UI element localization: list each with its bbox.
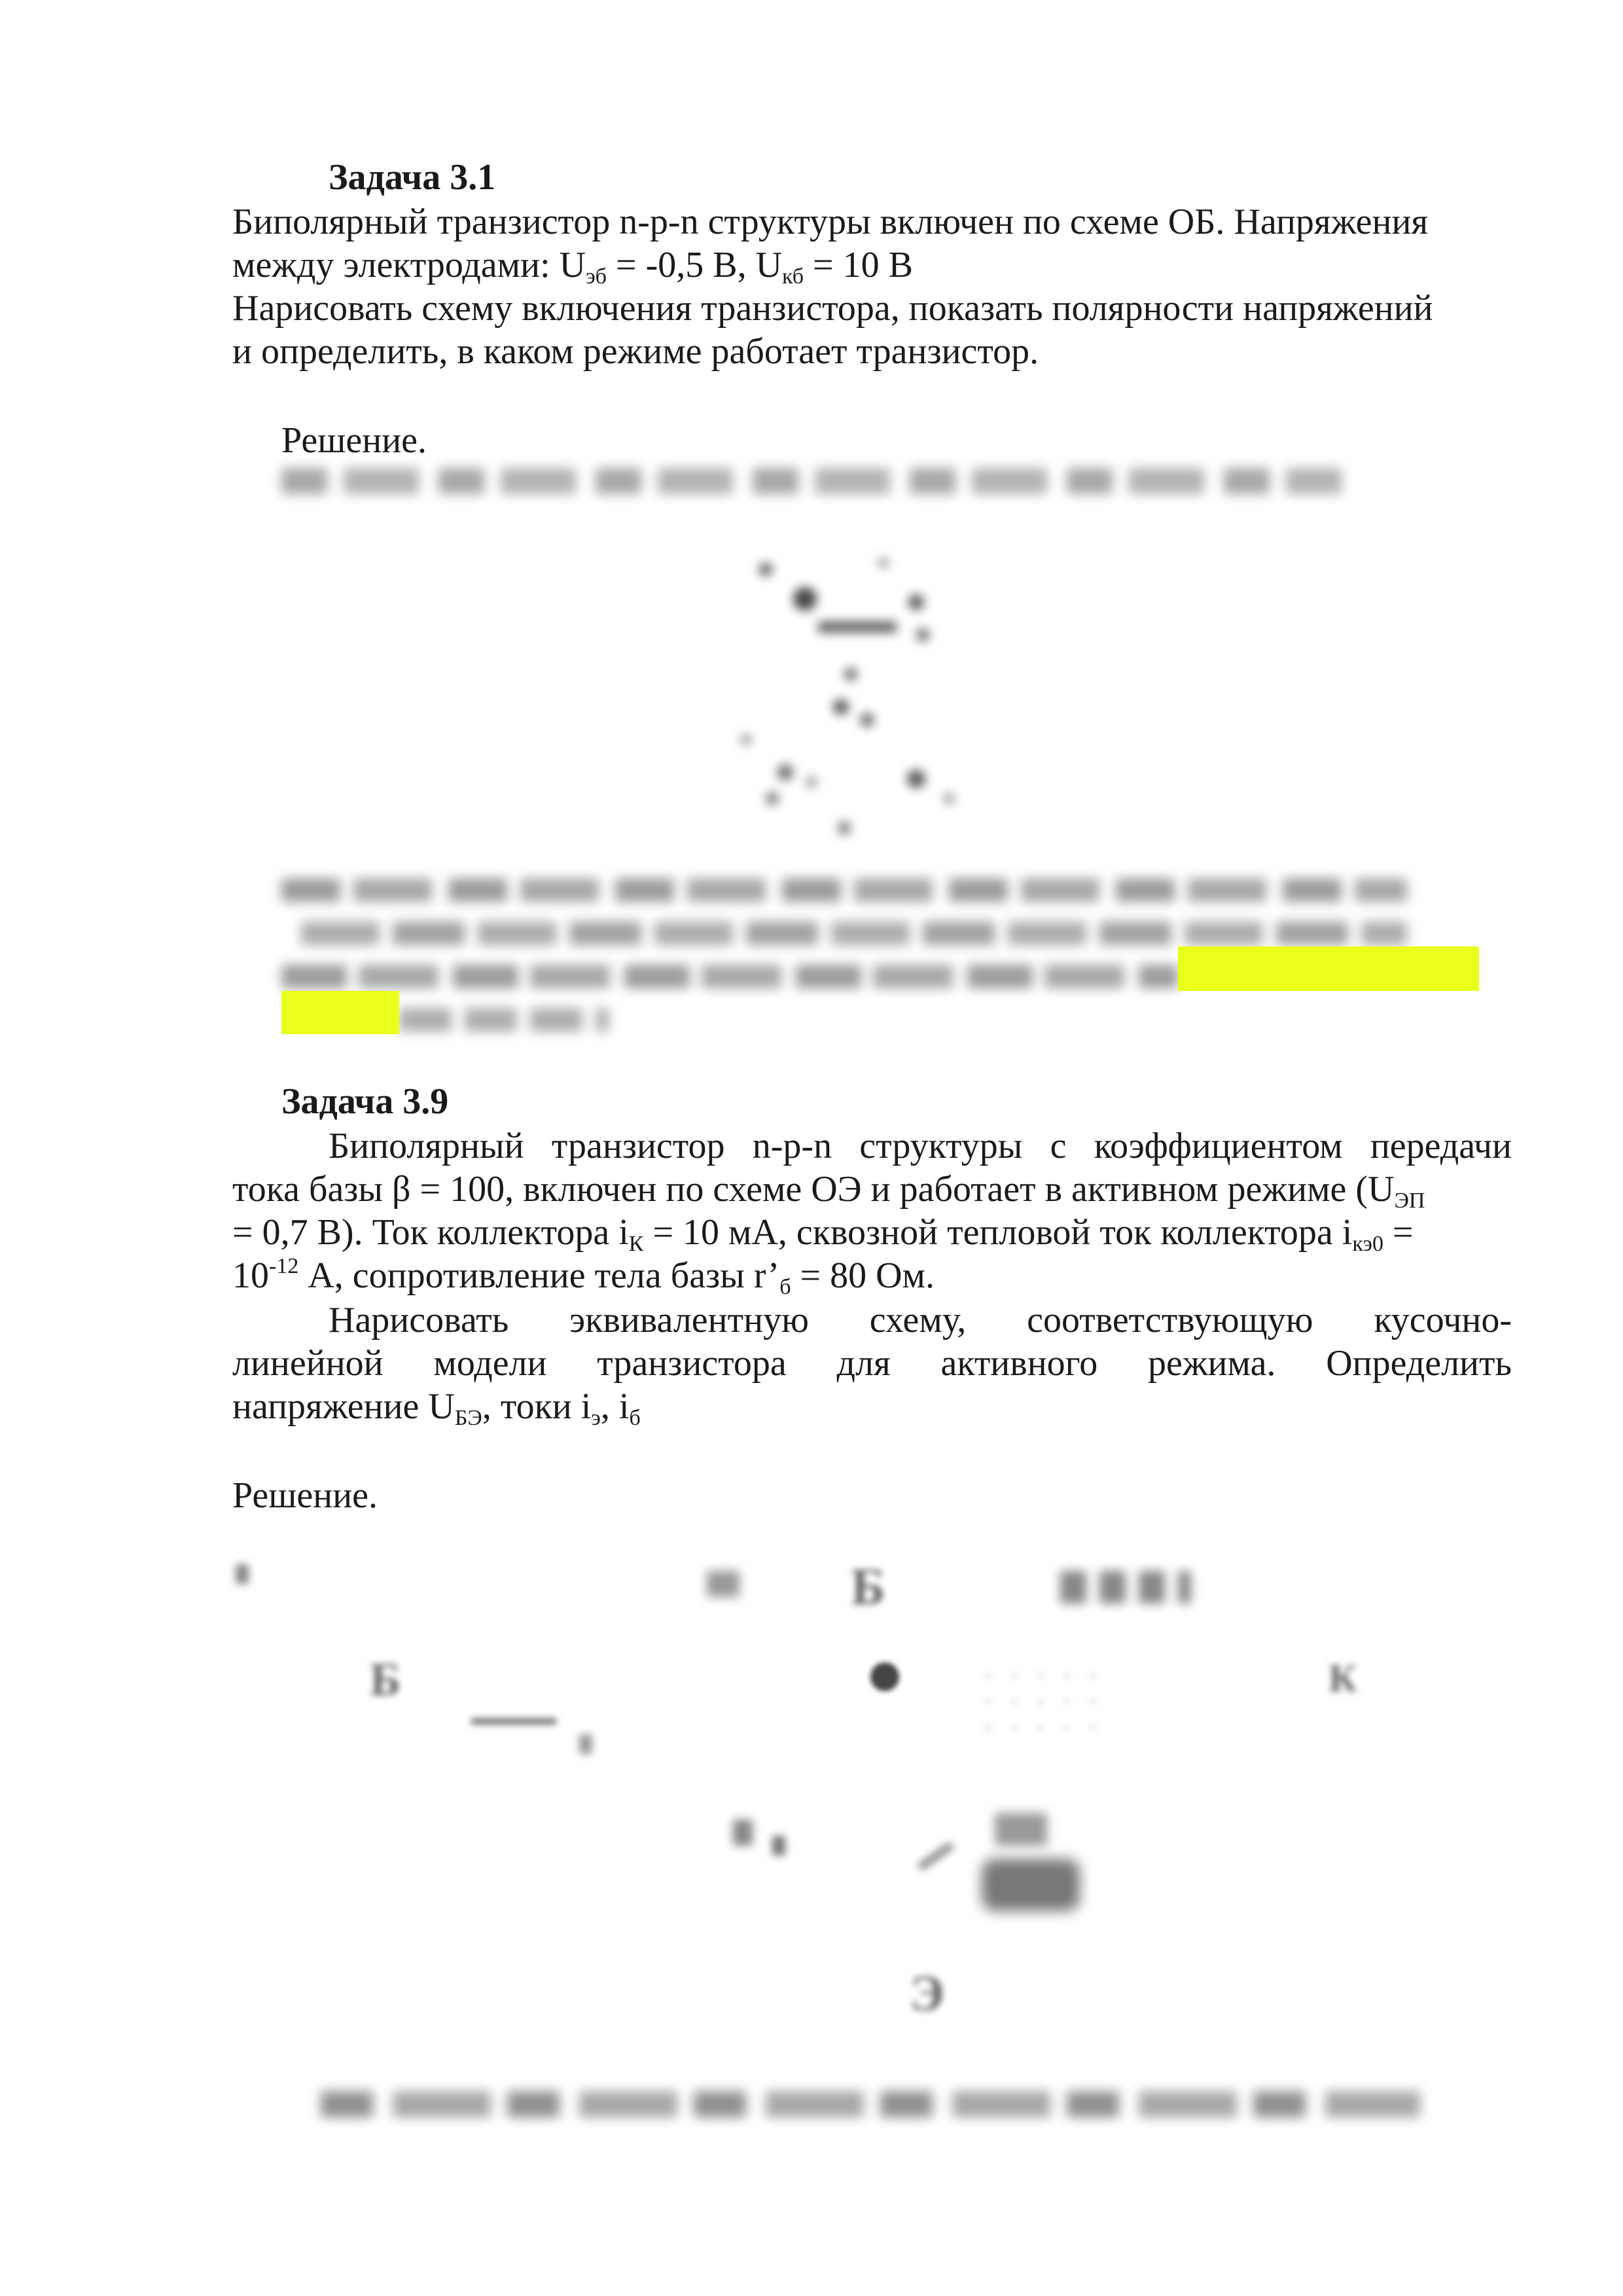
highlight-mark-2 bbox=[281, 991, 399, 1034]
highlight-mark-1 bbox=[1178, 946, 1479, 991]
label-k: К bbox=[1329, 1657, 1357, 1700]
task2-solution-label: Решение. bbox=[232, 1475, 378, 1516]
task2-line5: Нарисовать эквивалентную схему, соответствующую кусочно- bbox=[329, 1300, 1512, 1340]
task2-line1: Биполярный транзистор n-p-n структуры с коэффициентом передачи bbox=[329, 1126, 1512, 1166]
equivalent-circuit-blurred bbox=[223, 1545, 1466, 2134]
task2-line7: напряжение $U_{БЭ}$, токи $i_э$, $i_б$ bbox=[232, 1386, 641, 1430]
task2-line2: тока базы β = 100, включен по схеме ОЭ и работает в активном режиме ($U_{ЭП}$ bbox=[232, 1169, 1425, 1213]
label-e: Э bbox=[910, 1964, 944, 2021]
task1-title: Задача 3.1 bbox=[329, 157, 496, 198]
task1-line2: между электродами: $U_{эб} = -0,5$ В, $U_{кб} = 10$ В bbox=[232, 245, 913, 289]
circuit-diagram-ob-blurred bbox=[720, 524, 995, 851]
blurred-step1-text bbox=[281, 468, 1342, 494]
blurred-figure-caption bbox=[321, 2091, 1420, 2117]
task1-line3: Нарисовать схему включения транзистора, показать полярности напряжений bbox=[232, 288, 1433, 329]
task2-line3: = 0,7 В). Ток коллектора $i_К = 10$ мА, сквозной тепловой ток коллектора $i_{кэ0}$ = bbox=[232, 1212, 1414, 1256]
task1-solution-label: Решение. bbox=[281, 420, 427, 461]
label-b-top: Б bbox=[851, 1558, 885, 1616]
task1-line4: и определить, в каком режиме работает транзистор. bbox=[232, 331, 1039, 372]
base-node-dot bbox=[870, 1662, 899, 1691]
task2-line6: линейной модели транзистора для активного режима. Определить bbox=[232, 1343, 1512, 1384]
task2-line4: $10^{-12}$ А, сопротивление тела базы $r’_б = 80$ Ом. bbox=[232, 1254, 935, 1299]
label-b-left: Б bbox=[370, 1653, 401, 1706]
task2-title: Задача 3.9 bbox=[281, 1081, 449, 1122]
task1-line1: Биполярный транзистор n-p-n структуры включен по схеме ОБ. Напряжения bbox=[232, 202, 1429, 242]
